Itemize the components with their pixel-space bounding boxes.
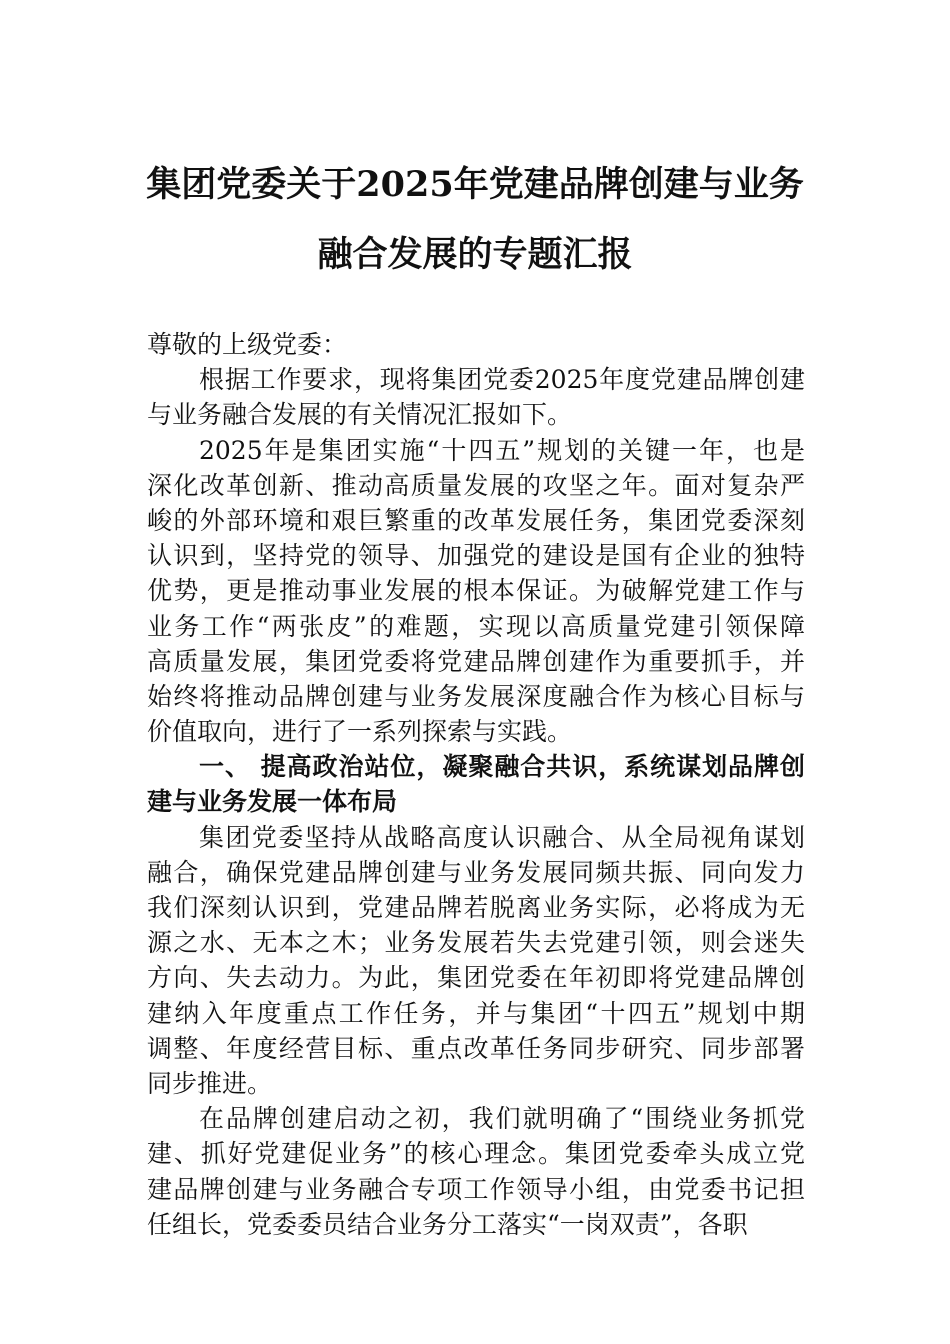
- text-line: 峻的外部环境和艰巨繁重的改革发展任务，集团党委深刻: [147, 505, 805, 535]
- text-line: 方向、失去动力。为此，集团党委在年初即将党建品牌创: [147, 963, 805, 993]
- text-line: 根据工作要求，现将集团党委2025年度党建品牌创建: [199, 365, 805, 395]
- text-line: 一、 提高政治站位，凝聚融合共识，系统谋划品牌创: [199, 752, 805, 782]
- text-line: 始终将推动品牌创建与业务发展深度融合作为核心目标与: [147, 681, 805, 711]
- text-line: 源之水、无本之木；业务发展若失去党建引领，则会迷失: [147, 928, 805, 958]
- text-line: 调整、年度经营目标、重点改革任务同步研究、同步部署: [147, 1033, 805, 1063]
- text-line: 建、抓好党建促业务”的核心理念。集团党委牵头成立党: [147, 1139, 805, 1169]
- paragraph: [147, 433, 805, 750]
- paragraph: [147, 1101, 805, 1242]
- document-title-line-1: 集团党委关于2025年党建品牌创建与业务: [146, 164, 804, 205]
- text-line: 在品牌创建启动之初，我们就明确了“围绕业务抓党: [199, 1104, 805, 1134]
- text-line: 2025年是集团实施“十四五”规划的关键一年，也是: [199, 435, 805, 465]
- text-line: 建品牌创建与业务融合专项工作领导小组，由党委书记担: [147, 1174, 805, 1204]
- document-title-line-2: 融合发展的专题汇报: [317, 234, 633, 275]
- text-line: 集团党委坚持从战略高度认识融合、从全局视角谋划: [199, 822, 805, 852]
- text-line: 任组长，党委委员结合业务分工落实“一岗双责”，各职: [147, 1209, 748, 1239]
- text-line: 业务工作“两张皮”的难题，实现以高质量党建引领保障: [147, 611, 805, 641]
- text-line: 同步推进。: [147, 1068, 273, 1098]
- salutation: 尊敬的上级党委：: [147, 330, 348, 359]
- text-line: 与业务融合发展的有关情况汇报如下。: [147, 400, 573, 430]
- text-line: 优势，更是推动事业发展的根本保证。为破解党建工作与: [147, 576, 805, 606]
- text-line: 价值取向，进行了一系列探索与实践。: [147, 717, 573, 747]
- text-line: 认识到，坚持党的领导、加强党的建设是国有企业的独特: [147, 541, 805, 571]
- text-line: 深化改革创新、推动高质量发展的攻坚之年。面对复杂严: [147, 470, 805, 500]
- text-line: 高质量发展，集团党委将党建品牌创建作为重要抓手，并: [147, 646, 805, 676]
- section-heading: [147, 749, 805, 819]
- text-line: 建与业务发展一体布局: [147, 787, 398, 817]
- text-line: 建纳入年度重点工作任务，并与集团“十四五”规划中期: [147, 998, 805, 1028]
- document-body: [147, 327, 805, 1242]
- paragraph: [147, 820, 805, 1102]
- text-line: 融合，确保党建品牌创建与业务发展同频共振、同向发力: [147, 857, 805, 887]
- text-line: 我们深刻认识到，党建品牌若脱离业务实际，必将成为无: [147, 893, 805, 922]
- paragraph: [147, 362, 805, 432]
